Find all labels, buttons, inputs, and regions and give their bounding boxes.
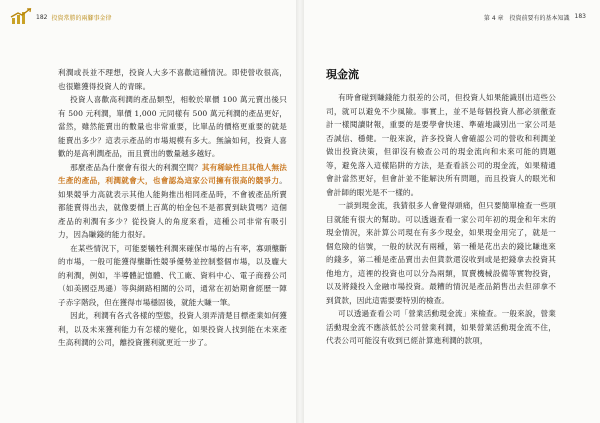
paragraph: 利潤或長並不理想，投資人大多不喜歡這種情況。即使營收很高，也很難獲得投資人的青睞。 (58, 68, 287, 91)
highlighted-text: 其有稀缺性且其他人無法生產的產品，利潤就會大，也會認為這家公司擁有很高的競爭力 (58, 162, 287, 185)
paragraph: 因此，利潤有各式各樣的型態，投資人須弄清楚目標產業如何獲利，以及未來獲利能力有怎樣的變化，如果投資人找到能在未來產生高利潤的公司，離投資獲利就更近一步了。 (58, 311, 287, 347)
paragraph: 有時會碰到賺錢能力很差的公司，但投資人如果能識別出這些公司，就可以避免不少風險。事實上，並不是每個投資人都必須徹查計一樣閱讀財報，重要的是要學會快速、準確地識別出一家公司是否誠信、穩健。一般來說，許多投資人會確認公司的營收和利潤並做出投資決策，但卻沒有檢查公司的現金流向和未來可能的問題等，避免落入這樣陷阱的方法，是查看該公司的現金流，如果精通會計當然更好，但會計並不能解決所有問題，而且投資人的眼光和會計師的眼光是不一樣的。 (326, 93, 556, 197)
paragraph-text: 那麼產品為什麼會有很大的利潤空間？ (70, 162, 202, 172)
right-page-number: 183 (574, 13, 586, 20)
left-page (0, 0, 296, 423)
left-page-body (58, 66, 287, 350)
left-page-header (10, 8, 111, 26)
section-title: 現金流 (326, 68, 359, 81)
book-title: 投資常勝的兩腳事金律 (51, 14, 112, 22)
paragraph: 投資人喜歡高利潤的產品類型，相較於單價 100 萬元賣出後只有 500 元利潤，單價 1,000 元同樣有 500 萬元利潤的產品更好，當然，雖然能賣出的數量也非常重要，比單品的價格更重要的就是能賣出多少？這表示產品的市場規模有多大。無論如何，投資人喜歡的是高利潤產品，而且賣出的數量越多越好。 (58, 95, 287, 158)
paragraph-text: 。如果競爭力高就表示其他人能夠推出相同產品時，不會被產品所賣都能賣得出去，就像要價上百萬的柏金包不是都賣到缺貨嗎？這個產品的利潤有多少？從投資人的角度來看，這種公司非常有吸引力，因為賺錢的能力很好。 (58, 176, 287, 239)
paragraph (58, 161, 287, 242)
right-page-body (326, 66, 556, 348)
right-page-header (484, 13, 586, 22)
paragraph: 可以透過查看公司「營業活動現金流」來檢查。一般來說，營業活動現金流不應該低於公司營業利潤，如果營業活動現金流不住，代表公司可能沒有收到已經計算進利潤的款項， (326, 309, 556, 345)
left-page-number: 182 (36, 13, 48, 21)
book-logo-icon (10, 8, 32, 26)
book-gutter (296, 0, 304, 423)
chapter-title: 第 4 章 投資前要有的基本知識 (483, 15, 570, 22)
paragraph: 一談到現金流，我猜很多人會覺得頭痛，但只要簡單檢查一些項目就能有很大的幫助。可以透過查看一家公司年初的現金和年末的現金情況，來計算公司現在有多少現金，如果現金用完了，就是一個危險的信號，一般的狀況有兩種，第一種是花出去的錢比賺進來的錢多，第二種是產品賣出去但貨款還沒收到或是把錢拿去投資其他地方，這裡的投資也可以分為兩類，買賣機械設備等實物投資，以及將錢投入金融市場投資。最糟的情況是產品銷售出去但卻拿不到貨款，因此這需要要特別的檢查。 (326, 201, 556, 305)
paragraph: 在某些情況下，可能要犧牲利潤來確保市場的占有率，寡頭壟斷的市場，一般可能獲得壟斷性競爭優勢並控制整個市場，以及龐大的利潤，例如，半導體記憶體、代工廠、資料中心、電子商務公司（如美國亞馬遜）等與網路相關的公司，通常在初始期會經歷一陣子赤字階段，但在獲得市場穩固後，就能大賺一筆。 (58, 243, 287, 307)
